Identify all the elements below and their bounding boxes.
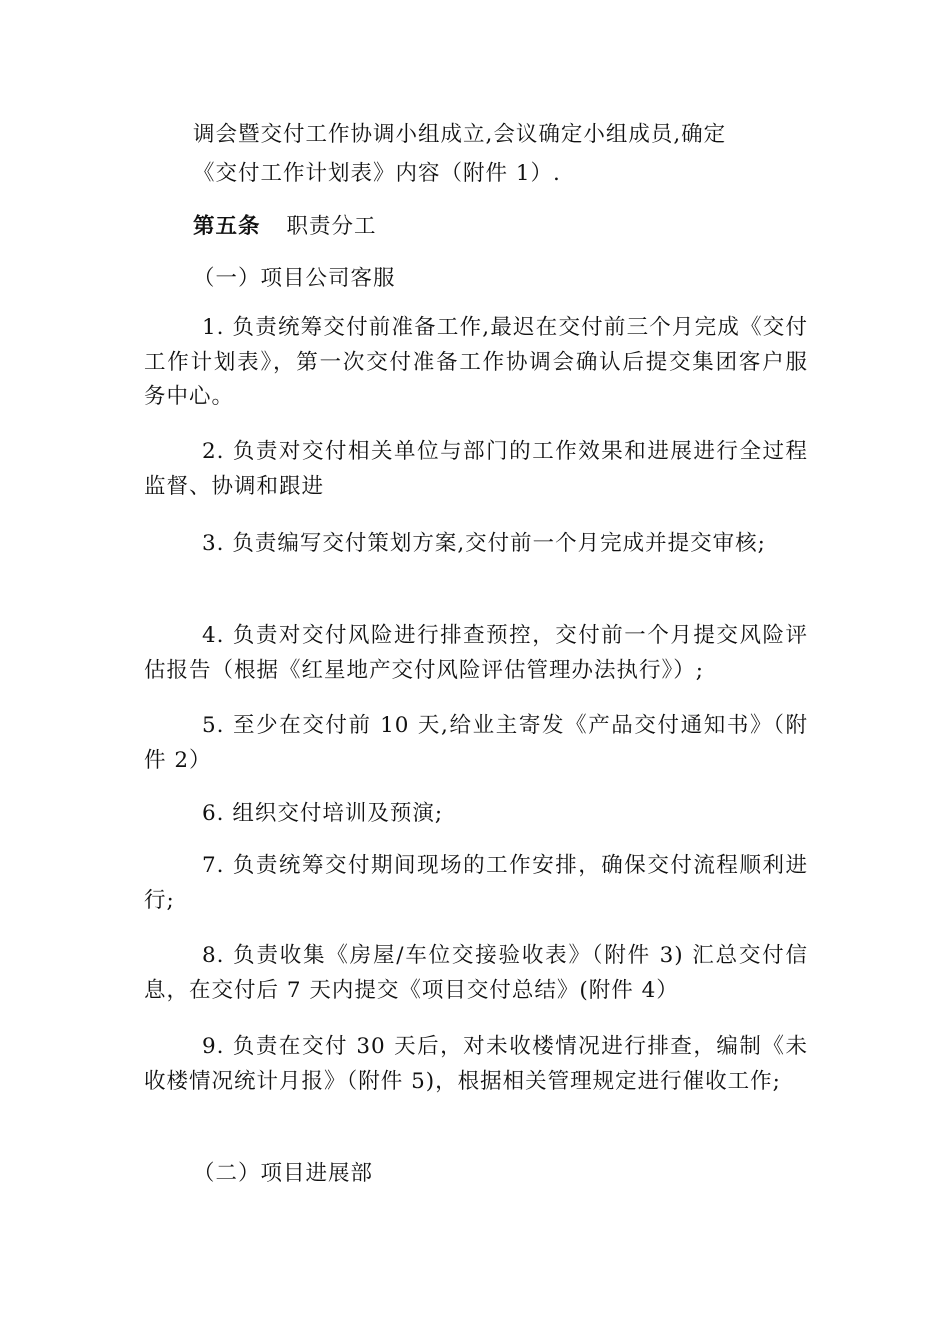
- intro-line-1: 调会暨交付工作协调小组成立,会议确定小组成员,确定: [193, 122, 727, 147]
- list-item-2: 2. 负责对交付相关单位与部门的工作效果和进展进行全过程监督、协调和跟进: [144, 439, 808, 499]
- list-item-8: 8. 负责收集《房屋/车位交接验收表》（附件 3) 汇总交付信息，在交付后 7 天内提交《项目交付总结》(附件 4）: [144, 943, 808, 1003]
- intro-line-2: 《交付工作计划表》内容（附件 1）.: [193, 161, 561, 186]
- article-heading: [193, 210, 377, 244]
- article-number: 第五条: [193, 214, 261, 239]
- article-title: 职责分工: [286, 214, 377, 239]
- list-item-7: 7. 负责统筹交付期间现场的工作安排，确保交付流程顺利进行;: [144, 853, 808, 913]
- list-item-9: 9. 负责在交付 30 天后，对未收楼情况进行排查，编制《未收楼情况统计月报》（附件 5)，根据相关管理规定进行催收工作;: [144, 1034, 808, 1094]
- list-item-6: 6. 组织交付培训及预演;: [202, 801, 444, 826]
- list-item-1: 1. 负责统筹交付前准备工作,最迟在交付前三个月完成《交付工作计划表》，第一次交付准备工作协调会确认后提交集团客户服务中心。: [144, 315, 808, 409]
- list-item-3: 3. 负责编写交付策划方案,交付前一个月完成并提交审核;: [202, 531, 766, 556]
- list-item-4: 4. 负责对交付风险进行排查预控，交付前一个月提交风险评估报告（根据《红星地产交付风险评估管理办法执行》）;: [144, 623, 808, 683]
- list-item-5: 5. 至少在交付前 10 天,给业主寄发《产品交付通知书》（附件 2）: [144, 713, 808, 773]
- section-2-title: （二）项目进展部: [193, 1161, 374, 1186]
- section-1-title: （一）项目公司客服: [193, 266, 396, 291]
